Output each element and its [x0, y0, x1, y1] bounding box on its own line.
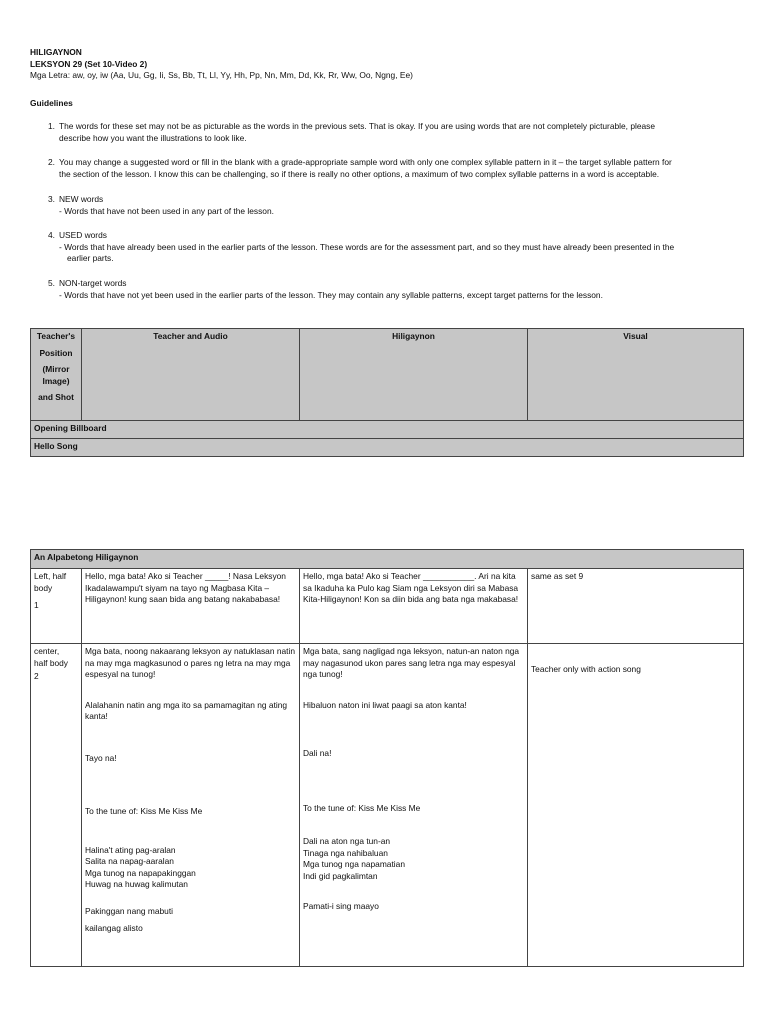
row2-hiligaynon: Mga bata, sang nagligad nga leksyon, natun-an naton nga may nagasunod ukon pares sang letra nga may espesyal nga tunog! Hibaluon naton ini liwat paagi sa aton kanta! Dali na! To the tune of: Kiss Me Kiss Me Dali na aton nga tun-an Tinaga nga nahibaluan Mga tunog nga napamatian Indi gid pagkalimtan Pamati-i sing maayo: [300, 644, 528, 967]
col-teacher-header: Teacher and Audio: [82, 329, 300, 421]
col-hiligaynon-header: Hiligaynon: [300, 329, 528, 421]
alphabet-segment-table: [30, 549, 744, 967]
row1-hiligaynon: Hello, mga bata! Ako si Teacher ___________. Ari na kita sa Ikaduha ka Pulo kag Siam nga Leksyon diri sa Mabasa Kita-Hiligaynon! Kon sa diin bida ang bata nga makabasa!: [300, 569, 528, 644]
row2-visual: Teacher only with action song: [528, 644, 744, 967]
table-row: [31, 644, 744, 967]
guideline-item-4: 4. USED words - Words that have already been used in the earlier parts of the lesson. These words are for the assessment part, and so they must have already been presented in the earlier parts.: [48, 230, 675, 263]
col-visual-header: Visual: [528, 329, 744, 421]
letters-line: Mga Letra: aw, oy, iw (Aa, Uu, Gg, Ii, Ss, Bb, Tt, Ll, Yy, Hh, Pp, Nn, Mm, Dd, Kk, Rr, Ww, Oo, Ngng, Ee): [30, 70, 413, 80]
row-hello-song: Hello Song: [31, 439, 744, 457]
language-title: HILIGAYNON: [30, 47, 82, 57]
segment-header-table: [30, 328, 744, 457]
guideline-item-1: 1. The words for these set may not be as picturable as the words in the previous sets. That is okay. If you are using words that are not completely picturable, please describe how you want the illustrations to look like.: [48, 121, 656, 143]
guideline-item-5: 5. NON-target words - Words that have not yet been used in the earlier parts of the lesson. They may contain any syllable patterns, except target patterns for the lesson.: [48, 278, 603, 300]
row2-teacher-audio: Mga bata, noong nakaarang leksyon ay natuklasan natin na may mga magkasunod o pares ng letra na may mga espesyal na tunog! Alalahanin natin ang mga ito sa pamamagitan ng ating kanta! Tayo na! To the tune of: Kiss Me Kiss Me Halina't ating pag-aralan Salita na napag-aaralan Mga tunog na napapakinggan Huwag na huwag kalimutan Pakinggan nang mabuti kailangag alisto: [82, 644, 300, 967]
table-row: [31, 569, 744, 644]
row2-position: center, half body 2: [31, 644, 82, 967]
song-lyrics-tagalog: Halina't ating pag-aralan Salita na napag-aaralan Mga tunog na napapakinggan Huwag na huwag kalimutan: [85, 844, 196, 889]
guideline-item-2: 2. You may change a suggested word or fill in the blank with a grade-appropriate sample word with only one complex syllable pattern in it – the target syllable pattern for the section of the lesson. I know this can be challenging, so if there is really no other options, a maximum of two complex syllable patterns in a word is acceptable.: [48, 157, 672, 179]
segment-title: An Alpabetong Hiligaynon: [31, 550, 744, 569]
col-position-header: Teacher's Position (Mirror Image) and Shot: [31, 329, 82, 421]
guidelines-title: Guidelines: [30, 98, 73, 108]
guideline-item-3: 3. NEW words - Words that have not been used in any part of the lesson.: [48, 194, 274, 216]
document-header: [30, 47, 413, 82]
row1-position: Left, half body 1: [31, 569, 82, 644]
row-opening-billboard: Opening Billboard: [31, 421, 744, 439]
lesson-title: LEKSYON 29 (Set 10-Video 2): [30, 58, 148, 69]
row1-teacher-audio: Hello, mga bata! Ako si Teacher _____! Nasa Leksyon Ikadalawampu't siyam na tayo ng Magbasa Kita – Hiligaynon! kung saan bida ang batang nakababasa!: [82, 569, 300, 644]
song-lyrics-hiligaynon: Dali na aton nga tun-an Tinaga nga nahibaluan Mga tunog nga napamatian Indi gid pagkalimtan: [303, 836, 405, 881]
row1-visual: same as set 9: [528, 569, 744, 644]
